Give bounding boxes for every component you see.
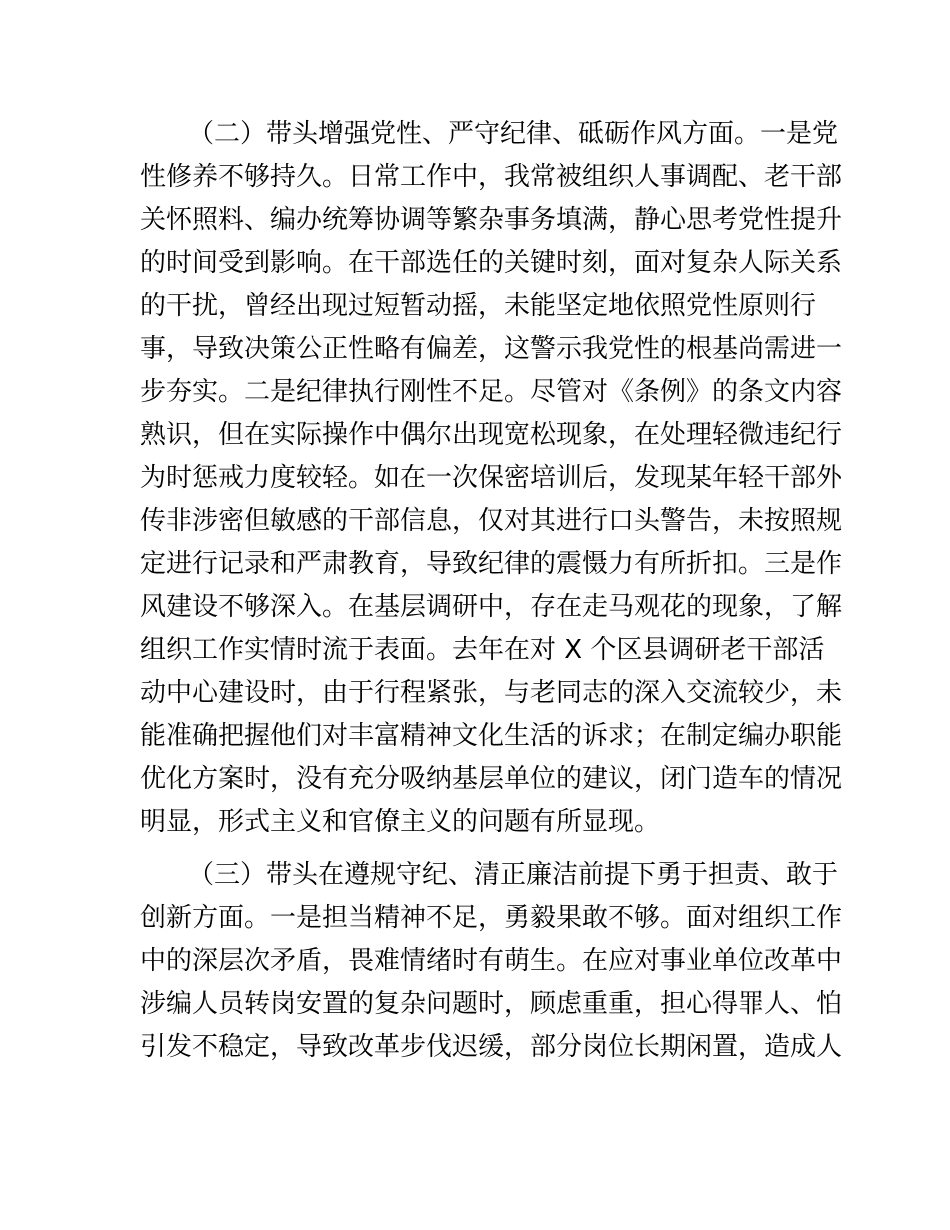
- text-line: 引发不稳定，导致改革步伐迟缓，部分岗位长期闲置，造成人: [140, 1032, 843, 1062]
- paragraph-section-3: [140, 854, 843, 1069]
- document-body: [140, 113, 843, 1069]
- text-line: （三）带头在遵规守纪、清正廉洁前提下勇于担责、敢于: [188, 860, 839, 890]
- text-line: 中的深层次矛盾，畏难情绪时有萌生。在应对事业单位改革中: [140, 946, 843, 976]
- text-line: 明显，形式主义和官僚主义的问题有所显现。: [140, 807, 661, 837]
- text-line: 传非涉密但敏感的干部信息，仅对其进行口头警告，未按照规: [140, 506, 843, 536]
- text-line: 创新方面。一是担当精神不足，勇毅果敢不够。面对组织工作: [140, 903, 843, 933]
- text-line: 涉编人员转岗安置的复杂问题时，顾虑重重，担心得罪人、怕: [140, 989, 843, 1019]
- text-line: 关怀照料、编办统筹协调等繁杂事务填满，静心思考党性提升: [140, 205, 843, 235]
- text-line: 优化方案时，没有充分吸纳基层单位的建议，闭门造车的情况: [140, 764, 843, 794]
- paragraph-gap: [140, 844, 810, 854]
- text-line: 定进行记录和严肃教育，导致纪律的震慑力有所折扣。三是作: [140, 549, 843, 579]
- text-line: 组织工作实情时流于表面。去年在对 X 个区县调研老干部活: [140, 635, 825, 665]
- text-line: 步夯实。二是纪律执行刚性不足。尽管对《条例》的条文内容: [140, 377, 843, 407]
- text-line: 事，导致决策公正性略有偏差，这警示我党性的根基尚需进一: [140, 334, 843, 364]
- text-line: （二）带头增强党性、严守纪律、砥砺作风方面。一是党: [188, 119, 839, 149]
- text-line: 能准确把握他们对丰富精神文化生活的诉求；在制定编办职能: [140, 721, 843, 751]
- text-line: 风建设不够深入。在基层调研中，存在走马观花的现象，了解: [140, 592, 843, 622]
- text-line: 动中心建设时，由于行程紧张，与老同志的深入交流较少，未: [140, 678, 843, 708]
- text-line: 为时惩戒力度较轻。如在一次保密培训后，发现某年轻干部外: [140, 463, 843, 493]
- text-line: 熟识，但在实际操作中偶尔出现宽松现象，在处理轻微违纪行: [140, 420, 843, 450]
- text-line: 的时间受到影响。在干部选任的关键时刻，面对复杂人际关系: [140, 248, 843, 278]
- paragraph-section-2: [140, 113, 843, 844]
- text-line: 性修养不够持久。日常工作中，我常被组织人事调配、老干部: [140, 162, 843, 192]
- text-line: 的干扰，曾经出现过短暂动摇，未能坚定地依照党性原则行: [140, 291, 817, 321]
